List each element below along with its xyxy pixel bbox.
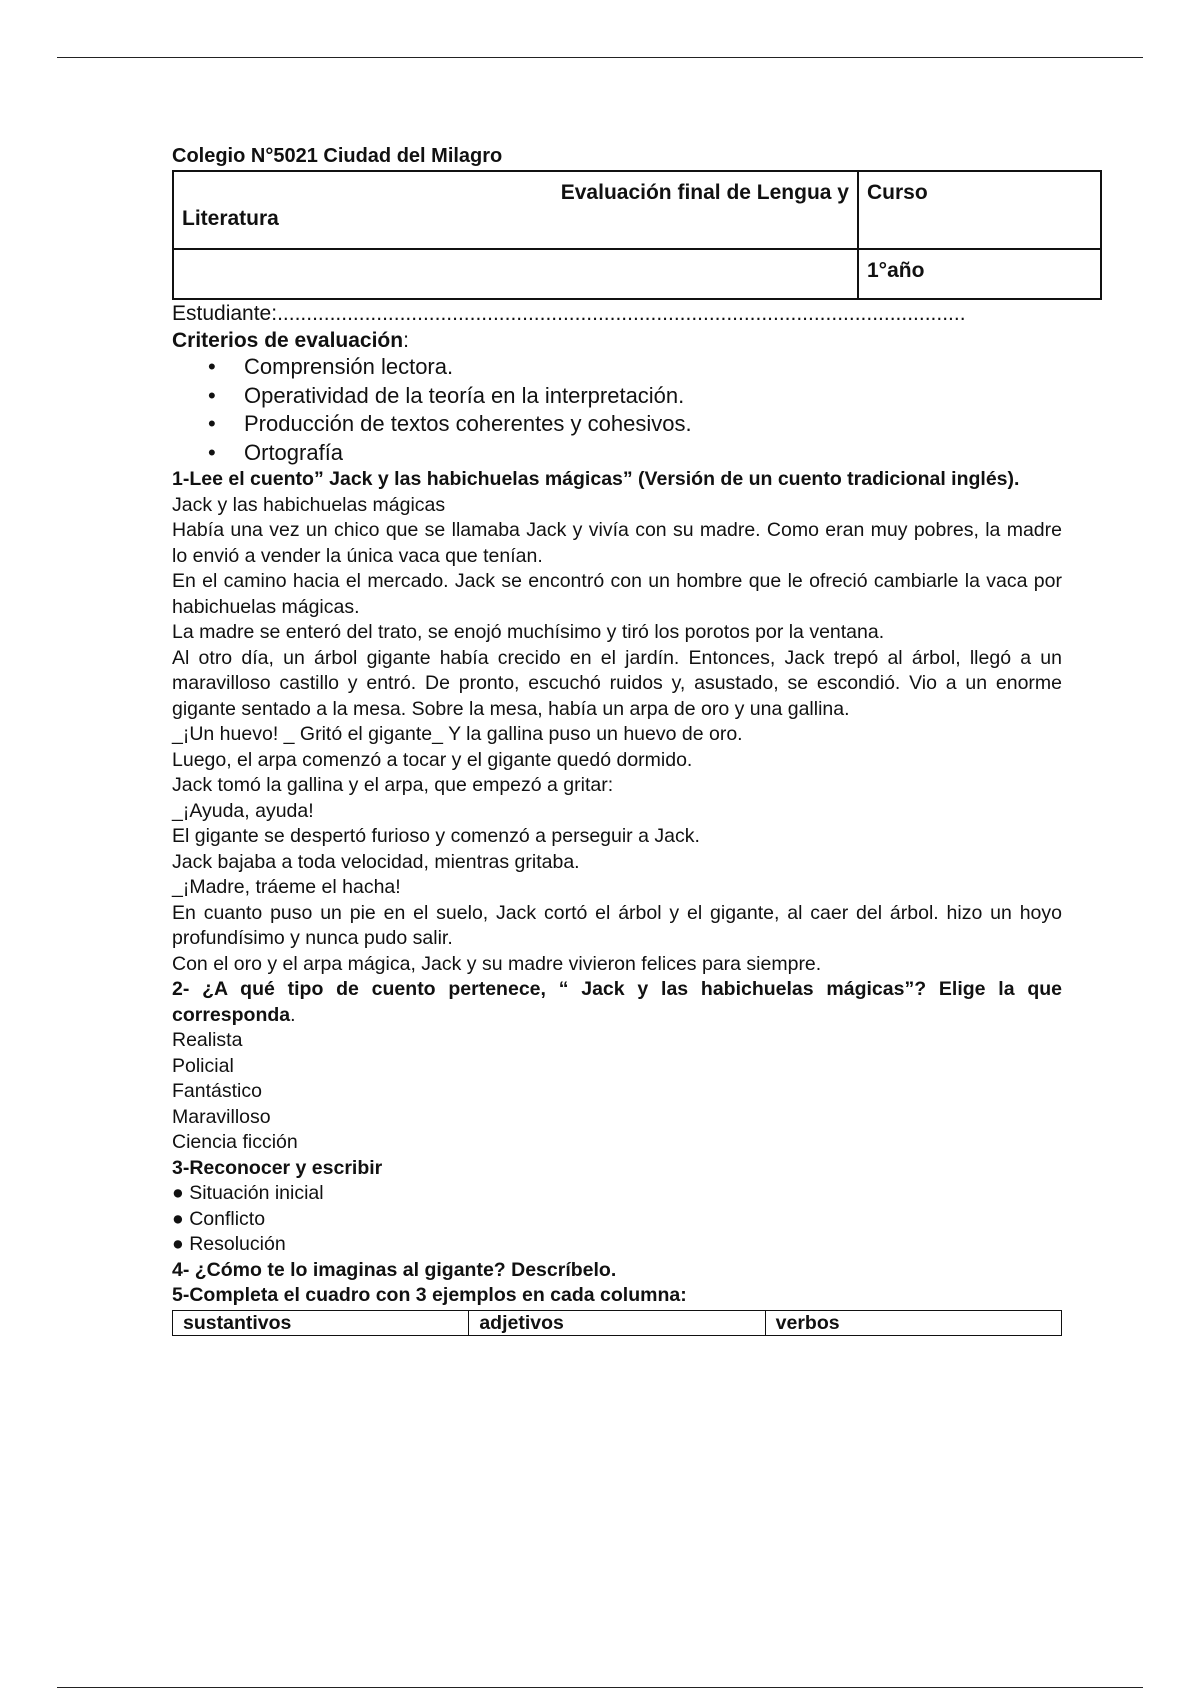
q2-title-text: 2- ¿A qué tipo de cuento pertenece, “ Jack y las habichuelas mágicas”? Elige la que corresponda: [172, 978, 1062, 1026]
criteria-title: Criterios de evaluación: [172, 329, 404, 352]
q4-title: 4- ¿Cómo te lo imaginas al gigante? Descríbelo.: [172, 1258, 617, 1281]
q3-item: ● Conflicto: [172, 1207, 266, 1230]
q1-title: 1-Lee el cuento” Jack y las habichuelas mágicas” (Versión de un cuento tradicional inglés).: [172, 468, 1020, 490]
column-header-verbos: verbos: [765, 1310, 1061, 1335]
q3-item: ● Resolución: [172, 1233, 286, 1255]
column-header-adjetivos: adjetivos: [469, 1310, 765, 1335]
criteria-item: • Producción de textos coherentes y cohesivos.: [198, 410, 1062, 439]
exam-title-line1: Evaluación final de Lengua y: [560, 181, 849, 204]
criteria-heading: [172, 328, 1062, 353]
q2-option: Realista: [172, 1029, 243, 1051]
q2-option: Policial: [172, 1054, 234, 1077]
column-header-sustantivos: sustantivos: [173, 1310, 469, 1335]
curso-value: 1°año: [858, 249, 1101, 299]
q5-title: 5-Completa el cuadro con 3 ejemplos en cada columna:: [172, 1284, 687, 1306]
school-name: Colegio N°5021 Ciudad del Milagro: [172, 145, 503, 167]
story-paragraph: Al otro día, un árbol gigante había crecido en el jardín. Entonces, Jack trepó al árbol, llegó a un maravilloso castillo y entró. De pronto, escuchó ruidos y, asustado, se escondió. Vio a un enorme gigante sentado a la mesa. Sobre la mesa, había un arpa de oro y una gallina.: [172, 646, 1062, 720]
header-table: [172, 170, 1102, 300]
story-paragraph: Jack bajaba a toda velocidad, mientras gritaba.: [172, 850, 580, 873]
story-paragraph: Había una vez un chico que se llamaba Jack y vivía con su madre. Como eran muy pobres, la madre lo envió a vender la única vaca que tenían.: [172, 519, 1062, 567]
exam-title-cell: [173, 171, 858, 249]
story-paragraph: El gigante se despertó furioso y comenzó a perseguir a Jack.: [172, 825, 700, 847]
criteria-item: • Comprensión lectora.: [198, 353, 1062, 382]
top-rule: [57, 57, 1143, 58]
story-paragraph: Jack tomó la gallina y el arpa, que empezó a gritar:: [172, 774, 614, 796]
story-paragraph: _¡Un huevo! _ Gritó el gigante_ Y la gallina puso un huevo de oro.: [172, 723, 743, 745]
story-paragraph: En cuanto puso un pie en el suelo, Jack cortó el árbol y el gigante, al caer del árbol. hizo un hoyo profundísimo y nunca pudo salir.: [172, 901, 1062, 949]
student-line[interactable]: [172, 300, 1042, 328]
exam-document: [172, 144, 1062, 1336]
q2-title: [172, 977, 1062, 1028]
blank-cell: [173, 249, 858, 299]
criteria-item: • Operatividad de la teoría en la interpretación.: [198, 382, 1062, 411]
q2-option: Maravilloso: [172, 1105, 271, 1128]
q2-title-period: .: [290, 1003, 296, 1026]
student-dots: ......................................................................................................................: [277, 302, 966, 325]
bottom-rule: [57, 1687, 1143, 1688]
exam-title-line2: Literatura: [182, 206, 279, 230]
story-title: Jack y las habichuelas mágicas: [172, 493, 446, 516]
story-paragraph: En el camino hacia el mercado. Jack se encontró con un hombre que le ofreció cambiarle la vaca por habichuelas mágicas.: [172, 570, 1062, 618]
criteria-item: • Ortografía: [198, 439, 1062, 468]
story-paragraph: _¡Ayuda, ayuda!: [172, 799, 314, 822]
q3-title: 3-Reconocer y escribir: [172, 1156, 383, 1179]
q2-option: Ciencia ficción: [172, 1131, 298, 1153]
q3-item: ● Situación inicial: [172, 1182, 324, 1204]
q2-option: Fantástico: [172, 1080, 262, 1102]
word-class-table: [172, 1310, 1062, 1336]
story-paragraph: Luego, el arpa comenzó a tocar y el gigante quedó dormido.: [172, 748, 693, 771]
story-paragraph: Con el oro y el arpa mágica, Jack y su madre vivieron felices para siempre.: [172, 952, 822, 975]
student-label: Estudiante:: [172, 302, 278, 325]
criteria-colon: :: [403, 329, 409, 352]
criteria-list: [172, 353, 1062, 467]
curso-label: Curso: [858, 171, 1101, 249]
story-paragraph: _¡Madre, tráeme el hacha!: [172, 876, 401, 898]
story-paragraph: La madre se enteró del trato, se enojó muchísimo y tiró los porotos por la ventana.: [172, 621, 885, 643]
